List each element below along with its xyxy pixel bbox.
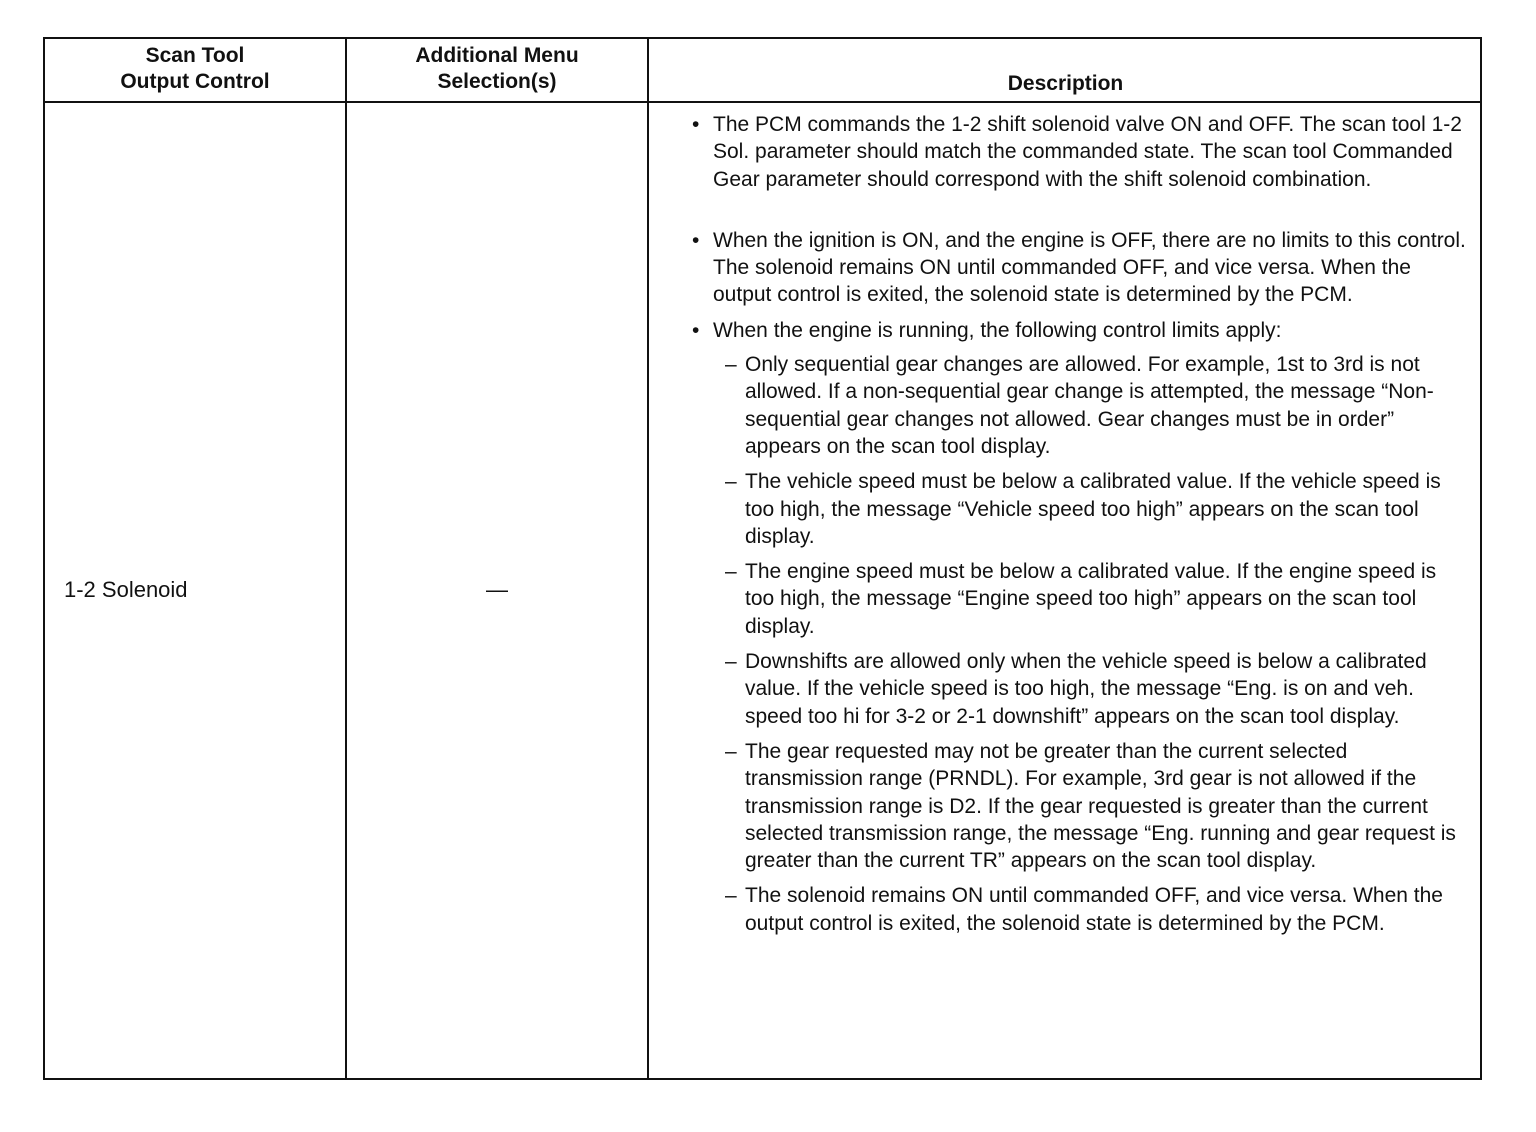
control-limit-item: – The engine speed must be below a calibrated value. If the engine speed is too high, the message “Engine speed too high” appears on the scan tool display. [725, 560, 1437, 638]
dash-marker: – [725, 884, 737, 908]
bullet-marker: • [692, 318, 700, 342]
bullet-marker: • [692, 113, 700, 136]
description-cell [649, 111, 1479, 937]
control-limit-item: – Downshifts are allowed only when the vehicle speed is below a calibrated value. If the vehicle speed is too high, the message “Eng. is on and veh. speed too hi for 3-2 or 2-1 downshift” appears on the scan tool display. [725, 650, 1427, 728]
output-control-table [43, 37, 1482, 1080]
bullet-marker: • [692, 228, 700, 252]
control-limit-item: – The gear requested may not be greater than the current selected transmission range (PRNDL). For example, 3rd gear is not allowed if the transmission range is D2. If the gear requested is greater than the current selected transmission range, the message “Eng. running and gear request is greater than the current TR” appears on the scan tool display. [725, 739, 1456, 873]
dash-marker: – [725, 739, 737, 763]
column-divider [345, 39, 347, 1078]
header-divider [45, 101, 1480, 103]
dash-marker: – [725, 470, 737, 494]
description-bullet: • When the engine is running, the following control limits apply: [649, 317, 1479, 344]
description-bullet: • When the ignition is ON, and the engine is OFF, there are no limits to this control. The solenoid remains ON until commanded OFF, and vice versa. When the output control is exited, the solenoid state is determined by the PCM. [692, 228, 1466, 307]
dash-marker: – [725, 650, 737, 674]
description-bullet: • The PCM commands the 1-2 shift solenoid valve ON and OFF. The scan tool 1-2 Sol. parameter should match the commanded state. The scan tool Commanded Gear parameter should correspond with the shift solenoid combination. [692, 113, 1462, 191]
header-additional-menu-selections: Additional Menu Selection(s) [415, 44, 579, 93]
menu-selection-value: — [486, 577, 508, 602]
control-limit-item: – The vehicle speed must be below a calibrated value. If the vehicle speed is too high, the message “Vehicle speed too high” appears on the scan tool display. [725, 470, 1441, 548]
header-scan-tool-output-control: Scan Tool Output Control [120, 44, 270, 93]
control-limit-item: – Only sequential gear changes are allowed. For example, 1st to 3rd is not allowed. If a non-sequential gear change is attempted, the message “Non-sequential gear changes not allowed. Gear changes must be in order” appears on the scan tool display. [725, 353, 1434, 458]
dash-marker: – [725, 353, 737, 377]
dash-marker: – [725, 560, 737, 584]
header-description: Description [1007, 72, 1124, 95]
output-control-name: 1-2 Solenoid [64, 577, 188, 602]
control-limit-item: – The solenoid remains ON until commanded OFF, and vice versa. When the output control is exited, the solenoid state is determined by the PCM. [725, 884, 1443, 935]
